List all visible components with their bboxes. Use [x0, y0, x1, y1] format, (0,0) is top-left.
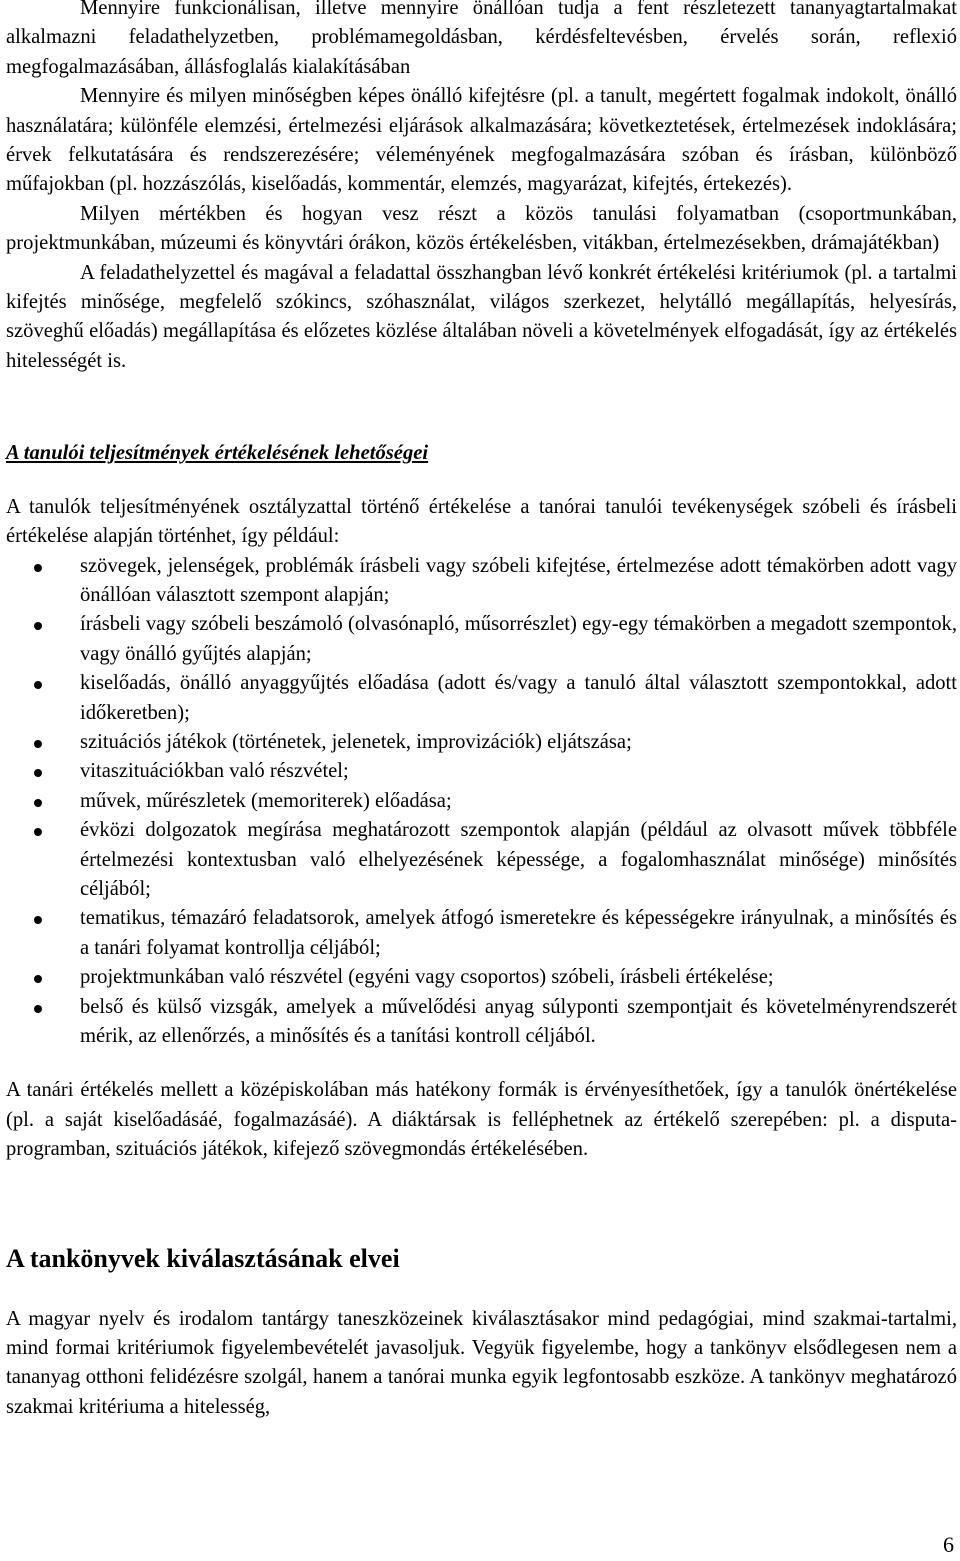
bullet-icon [34, 564, 42, 572]
bullet-icon [34, 828, 42, 836]
textbooks-paragraph: A magyar nyelv és irodalom tantárgy taneszközeinek kiválasztásakor mind pedagógiai, mind szakmai-tartalmi, mind formai kritériumok figyelembevételét javasoljuk. Vegyük figyelembe, hogy a tankönyv elsődlegesen nem a tananyag otthoni felidézésre szolgál, hanem a tanórai munka egyik legfontosabb eszköze. A tankönyv meghatározó szakmai kritériuma a hitelesség, [6, 1307, 957, 1418]
assessment-lead-paragraph: A tanulók teljesítményének osztályzattal történő értékelése a tanórai tanulói tevékenységek szóbeli és írásbeli értékelése alapján történhet, így például: [6, 495, 957, 548]
intro-paragraph-4: A feladathelyzettel és magával a feladattal összhangban lévő konkrét értékelési kritériumok (pl. a tartalmi kifejtés minősége, megfelelő szókincs, szóhasználat, világos szerkezet, helytálló megállapítás, helyesírás, szöveghű előadás) megállapítása és előzetes közlése általában növeli a követelmények elfogadását, így az értékelés hitelességét is. [6, 261, 957, 372]
bullet-icon [34, 916, 42, 924]
assessment-closing-paragraph: A tanári értékelés mellett a középiskolában más hatékony formák is érvényesíthetőek, így a tanulók önértékelése (pl. a saját kiselőadásáé, fogalmazásáé). A diáktársak is felléphetnek az értékelő szerepében: pl. a disputa-programban, szituációs játékok, kifejező szövegmondás értékelésében. [6, 1079, 957, 1161]
bullet-icon [34, 740, 42, 748]
intro-paragraph-1: Mennyire funkcionálisan, illetve mennyire önállóan tudja a fent részletezett tananyagtartalmakat alkalmazni feladathelyzetben, problémamegoldásban, kérdésfeltevésben, érvelés során, reflexió megfogalmazásában, állásfoglalás kialakításában [6, 0, 957, 78]
list-item: tematikus, témazáró feladatsorok, amelyek átfogó ismeretekre és képességekre irányulnak, a minősítés és a tanári folyamat kontrollja céljából; [6, 904, 957, 963]
bullet-icon [34, 799, 42, 807]
list-item: szituációs játékok (történetek, jelenetek, improvizációk) eljátszása; [6, 728, 957, 757]
bullet-icon [34, 975, 42, 983]
page-number: 6 [943, 1532, 954, 1557]
list-item: vitaszituációkban való részvétel; [6, 757, 957, 786]
list-item: projektmunkában való részvétel (egyéni vagy csoportos) szóbeli, írásbeli értékelése; [6, 963, 957, 992]
list-item: belső és külső vizsgák, amelyek a művelődési anyag súlyponti szempontjait és követelményrendszerét mérik, az ellenőrzés, a minősítés és a tanítási kontroll céljából. [6, 993, 957, 1052]
list-item: írásbeli vagy szóbeli beszámoló (olvasónapló, műsorrészlet) egy-egy témakörben a megadott szempontok, vagy önálló gyűjtés alapján; [6, 610, 957, 669]
list-item: kiselőadás, önálló anyaggyűjtés előadása (adott és/vagy a tanuló által választott szempontokkal, adott időkeretben); [6, 669, 957, 728]
bullet-icon [34, 769, 42, 777]
bullet-icon [34, 622, 42, 630]
section-title-assessment: A tanulói teljesítmények értékelésének lehetőségei [6, 442, 429, 465]
intro-paragraph-3: Milyen mértékben és hogyan vesz részt a közös tanulási folyamatban (csoportmunkában, projektmunkában, múzeumi és könyvtári órákon, közös értékelésben, vitákban, értelmezésekben, drámajátékban) [6, 202, 957, 255]
intro-paragraph-2: Mennyire és milyen minőségben képes önálló kifejtésre (pl. a tanult, megértett fogalmak indokolt, önálló használatára; különféle elemzési, értelmezési eljárások alkalmazására; következtetések, értelmezések indoklására; érvek felkutatására és rendszerezésére; véleményének megfogalmazására szóban és írásban, különböző műfajokban (pl. hozzászólás, kiselőadás, kommentár, elemzés, magyarázat, kifejtés, értekezés). [6, 85, 957, 196]
document-page [6, 0, 957, 1422]
bullet-icon [34, 1005, 42, 1013]
assessment-list [6, 552, 957, 1052]
section-title-textbooks: A tankönyvek kiválasztásának elvei [6, 1243, 400, 1273]
list-item: évközi dolgozatok megírása meghatározott szempontok alapján (például az olvasott művek többféle értelmezési kontextusban való elhelyezésének képessége, a fogalomhasználat minősége) minősítés céljából; [6, 816, 957, 904]
list-item: művek, műrészletek (memoriterek) előadása; [6, 787, 957, 816]
bullet-icon [34, 681, 42, 689]
list-item: szövegek, jelenségek, problémák írásbeli vagy szóbeli kifejtése, értelmezése adott témakörben adott vagy önállóan választott szempont alapján; [6, 552, 957, 611]
